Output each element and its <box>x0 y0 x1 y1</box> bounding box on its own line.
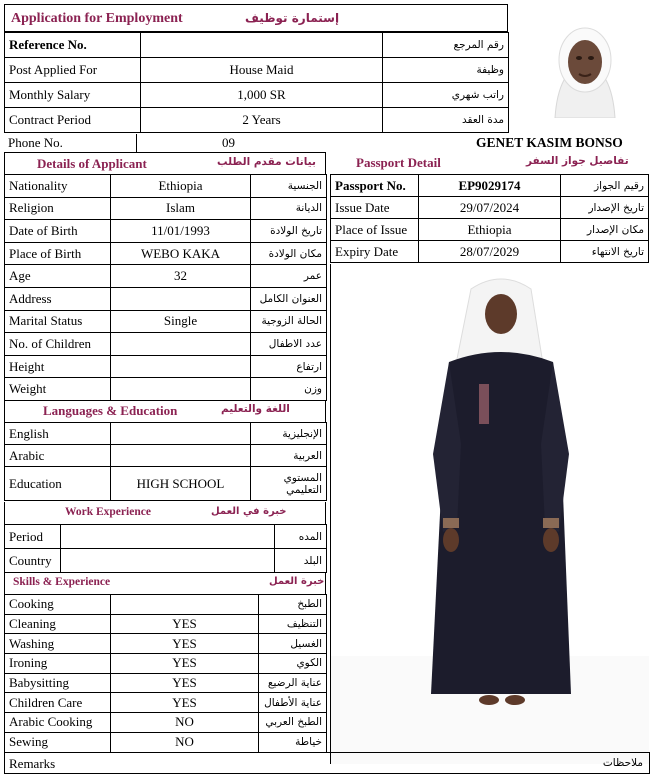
field-label: Cooking <box>5 595 111 615</box>
title-english: Application for Employment <box>11 11 183 26</box>
applicant-full-photo <box>330 264 648 764</box>
table-row <box>5 634 327 654</box>
field-value: 11/01/1993 <box>111 220 251 243</box>
field-label: Country <box>5 549 61 573</box>
table-row <box>5 693 327 713</box>
table-row <box>5 355 327 378</box>
field-value: Single <box>111 310 251 333</box>
table-row <box>5 423 327 445</box>
field-label-arabic: العربية <box>251 445 327 467</box>
skills-header <box>4 572 326 594</box>
field-value: Islam <box>111 197 251 220</box>
field-value: 1,000 SR <box>141 83 383 108</box>
work-table <box>4 524 327 573</box>
field-label-arabic: عناية الرضيع <box>259 673 327 693</box>
field-label-arabic: وظيفة <box>383 58 509 83</box>
table-row <box>5 614 327 634</box>
field-label-arabic: عناية الأطفال <box>259 693 327 713</box>
title-arabic: إستمارة توظيف <box>245 11 340 25</box>
field-label: Arabic Cooking <box>5 713 111 733</box>
field-label-arabic: رقيم الجواز <box>561 175 649 197</box>
field-label: Passport No. <box>331 175 419 197</box>
languages-table <box>4 422 327 501</box>
field-label-arabic: رقم المرجع <box>383 33 509 58</box>
header-bar <box>4 4 508 32</box>
table-row <box>5 175 327 198</box>
table-row <box>5 525 327 549</box>
field-label: Babysitting <box>5 673 111 693</box>
field-label-arabic: البلد <box>275 549 327 573</box>
field-label: Marital Status <box>5 310 111 333</box>
field-label-arabic: خياطة <box>259 732 327 752</box>
field-label-arabic: الطبخ <box>259 595 327 615</box>
field-label: Nationality <box>5 175 111 198</box>
field-label: Contract Period <box>5 108 141 133</box>
work-title-english: Work Experience <box>65 506 151 518</box>
field-value: YES <box>111 693 259 713</box>
field-value: YES <box>111 673 259 693</box>
field-label-arabic: مدة العقد <box>383 108 509 133</box>
table-row <box>5 654 327 674</box>
field-value <box>111 445 251 467</box>
field-label-arabic: المستوي التعليمي <box>251 467 327 501</box>
table-row <box>5 108 509 133</box>
skills-table <box>4 594 327 753</box>
field-value: NO <box>111 732 259 752</box>
table-row <box>5 445 327 467</box>
skills-title-english: Skills & Experience <box>13 576 111 588</box>
field-label-arabic: عمر <box>251 265 327 288</box>
field-value: WEBO KAKA <box>111 242 251 265</box>
details-header <box>4 152 326 174</box>
table-row <box>5 265 327 288</box>
field-label: Expiry Date <box>331 241 419 263</box>
table-row <box>5 732 327 752</box>
field-value <box>111 423 251 445</box>
field-label: Issue Date <box>331 197 419 219</box>
divider <box>136 134 137 152</box>
field-label-arabic: تاريخ الولادة <box>251 220 327 243</box>
table-row <box>5 378 327 401</box>
field-label-arabic: ارتفاع <box>251 355 327 378</box>
table-row <box>5 595 327 615</box>
field-label: Children Care <box>5 693 111 713</box>
field-label: Date of Birth <box>5 220 111 243</box>
top-info-table <box>4 32 509 133</box>
table-row <box>5 33 509 58</box>
field-label: Cleaning <box>5 614 111 634</box>
table-row <box>5 197 327 220</box>
field-label: Ironing <box>5 654 111 674</box>
field-label: Post Applied For <box>5 58 141 83</box>
field-label: No. of Children <box>5 333 111 356</box>
table-row <box>331 219 649 241</box>
field-label: Arabic <box>5 445 111 467</box>
field-label: Sewing <box>5 732 111 752</box>
field-label-arabic: تاريخ الإصدار <box>561 197 649 219</box>
field-value: 2 Years <box>141 108 383 133</box>
field-label-arabic: عدد الاطفال <box>251 333 327 356</box>
details-title-arabic: بيانات مقدم الطلب <box>217 156 316 168</box>
table-row <box>5 713 327 733</box>
passport-header <box>330 152 634 174</box>
details-table <box>4 174 327 401</box>
table-row <box>331 241 649 263</box>
field-label-arabic: المده <box>275 525 327 549</box>
field-label: Reference No. <box>5 33 141 58</box>
field-value <box>111 595 259 615</box>
field-value <box>111 333 251 356</box>
field-label: Height <box>5 355 111 378</box>
field-value: EP9029174 <box>419 175 561 197</box>
table-row <box>331 175 649 197</box>
field-label-arabic: وزن <box>251 378 327 401</box>
field-label: Place of Issue <box>331 219 419 241</box>
table-row <box>5 58 509 83</box>
field-label-arabic: الكوي <box>259 654 327 674</box>
field-label-arabic: مكان الولادة <box>251 242 327 265</box>
passport-table <box>330 174 649 263</box>
languages-title-english: Languages & Education <box>43 403 178 418</box>
field-label: Address <box>5 287 111 310</box>
field-label: Period <box>5 525 61 549</box>
remarks-label-arabic: ملاحظات <box>602 757 643 769</box>
field-label: Place of Birth <box>5 242 111 265</box>
field-value <box>111 378 251 401</box>
work-title-arabic: خبرة في العمل <box>211 506 287 517</box>
applicant-headshot <box>540 10 630 118</box>
field-label-arabic: الحالة الزوجية <box>251 310 327 333</box>
field-value: YES <box>111 634 259 654</box>
field-label-arabic: الطبخ العربي <box>259 713 327 733</box>
table-row <box>5 242 327 265</box>
field-label-arabic: الجنسية <box>251 175 327 198</box>
table-row <box>5 310 327 333</box>
table-row <box>5 673 327 693</box>
table-row <box>5 467 327 501</box>
field-label: Monthly Salary <box>5 83 141 108</box>
field-value <box>111 355 251 378</box>
field-label-arabic: التنظيف <box>259 614 327 634</box>
field-label: Washing <box>5 634 111 654</box>
field-value: YES <box>111 654 259 674</box>
work-header <box>4 502 326 524</box>
field-label-arabic: مكان الإصدار <box>561 219 649 241</box>
field-label-arabic: راتب شهري <box>383 83 509 108</box>
phone-value: 09 <box>222 135 235 150</box>
field-label: Religion <box>5 197 111 220</box>
remarks-label: Remarks <box>9 756 56 771</box>
field-value <box>61 549 275 573</box>
field-label-arabic: العنوان الكامل <box>251 287 327 310</box>
passport-title-arabic: تفاصيل جواز السفر <box>526 155 629 167</box>
field-label: English <box>5 423 111 445</box>
field-value: 28/07/2029 <box>419 241 561 263</box>
skills-title-arabic: خبرة العمل <box>269 576 325 587</box>
field-value <box>111 287 251 310</box>
field-value: 29/07/2024 <box>419 197 561 219</box>
table-row <box>5 549 327 573</box>
languages-header <box>4 400 326 422</box>
table-row <box>5 220 327 243</box>
applicant-name: GENET KASIM BONSO <box>476 135 623 150</box>
field-value <box>61 525 275 549</box>
field-label-arabic: تاريخ الانتهاء <box>561 241 649 263</box>
languages-title-arabic: اللغة والتعليم <box>221 403 290 415</box>
field-label-arabic: الغسيل <box>259 634 327 654</box>
field-label-arabic: الإنجليزية <box>251 423 327 445</box>
field-value: NO <box>111 713 259 733</box>
details-title-english: Details of Applicant <box>37 156 147 171</box>
field-value: Ethiopia <box>111 175 251 198</box>
field-value: YES <box>111 614 259 634</box>
field-value: 32 <box>111 265 251 288</box>
field-label: Education <box>5 467 111 501</box>
field-label: Weight <box>5 378 111 401</box>
remarks-row <box>4 752 650 774</box>
phone-row <box>4 134 650 152</box>
table-row <box>5 333 327 356</box>
field-label: Age <box>5 265 111 288</box>
field-value: House Maid <box>141 58 383 83</box>
phone-label: Phone No. <box>8 135 63 150</box>
field-value: Ethiopia <box>419 219 561 241</box>
table-row <box>331 197 649 219</box>
field-value: HIGH SCHOOL <box>111 467 251 501</box>
passport-title-english: Passport Detail <box>356 155 441 170</box>
table-row <box>5 287 327 310</box>
field-label-arabic: الديانة <box>251 197 327 220</box>
table-row <box>5 83 509 108</box>
field-value <box>141 33 383 58</box>
